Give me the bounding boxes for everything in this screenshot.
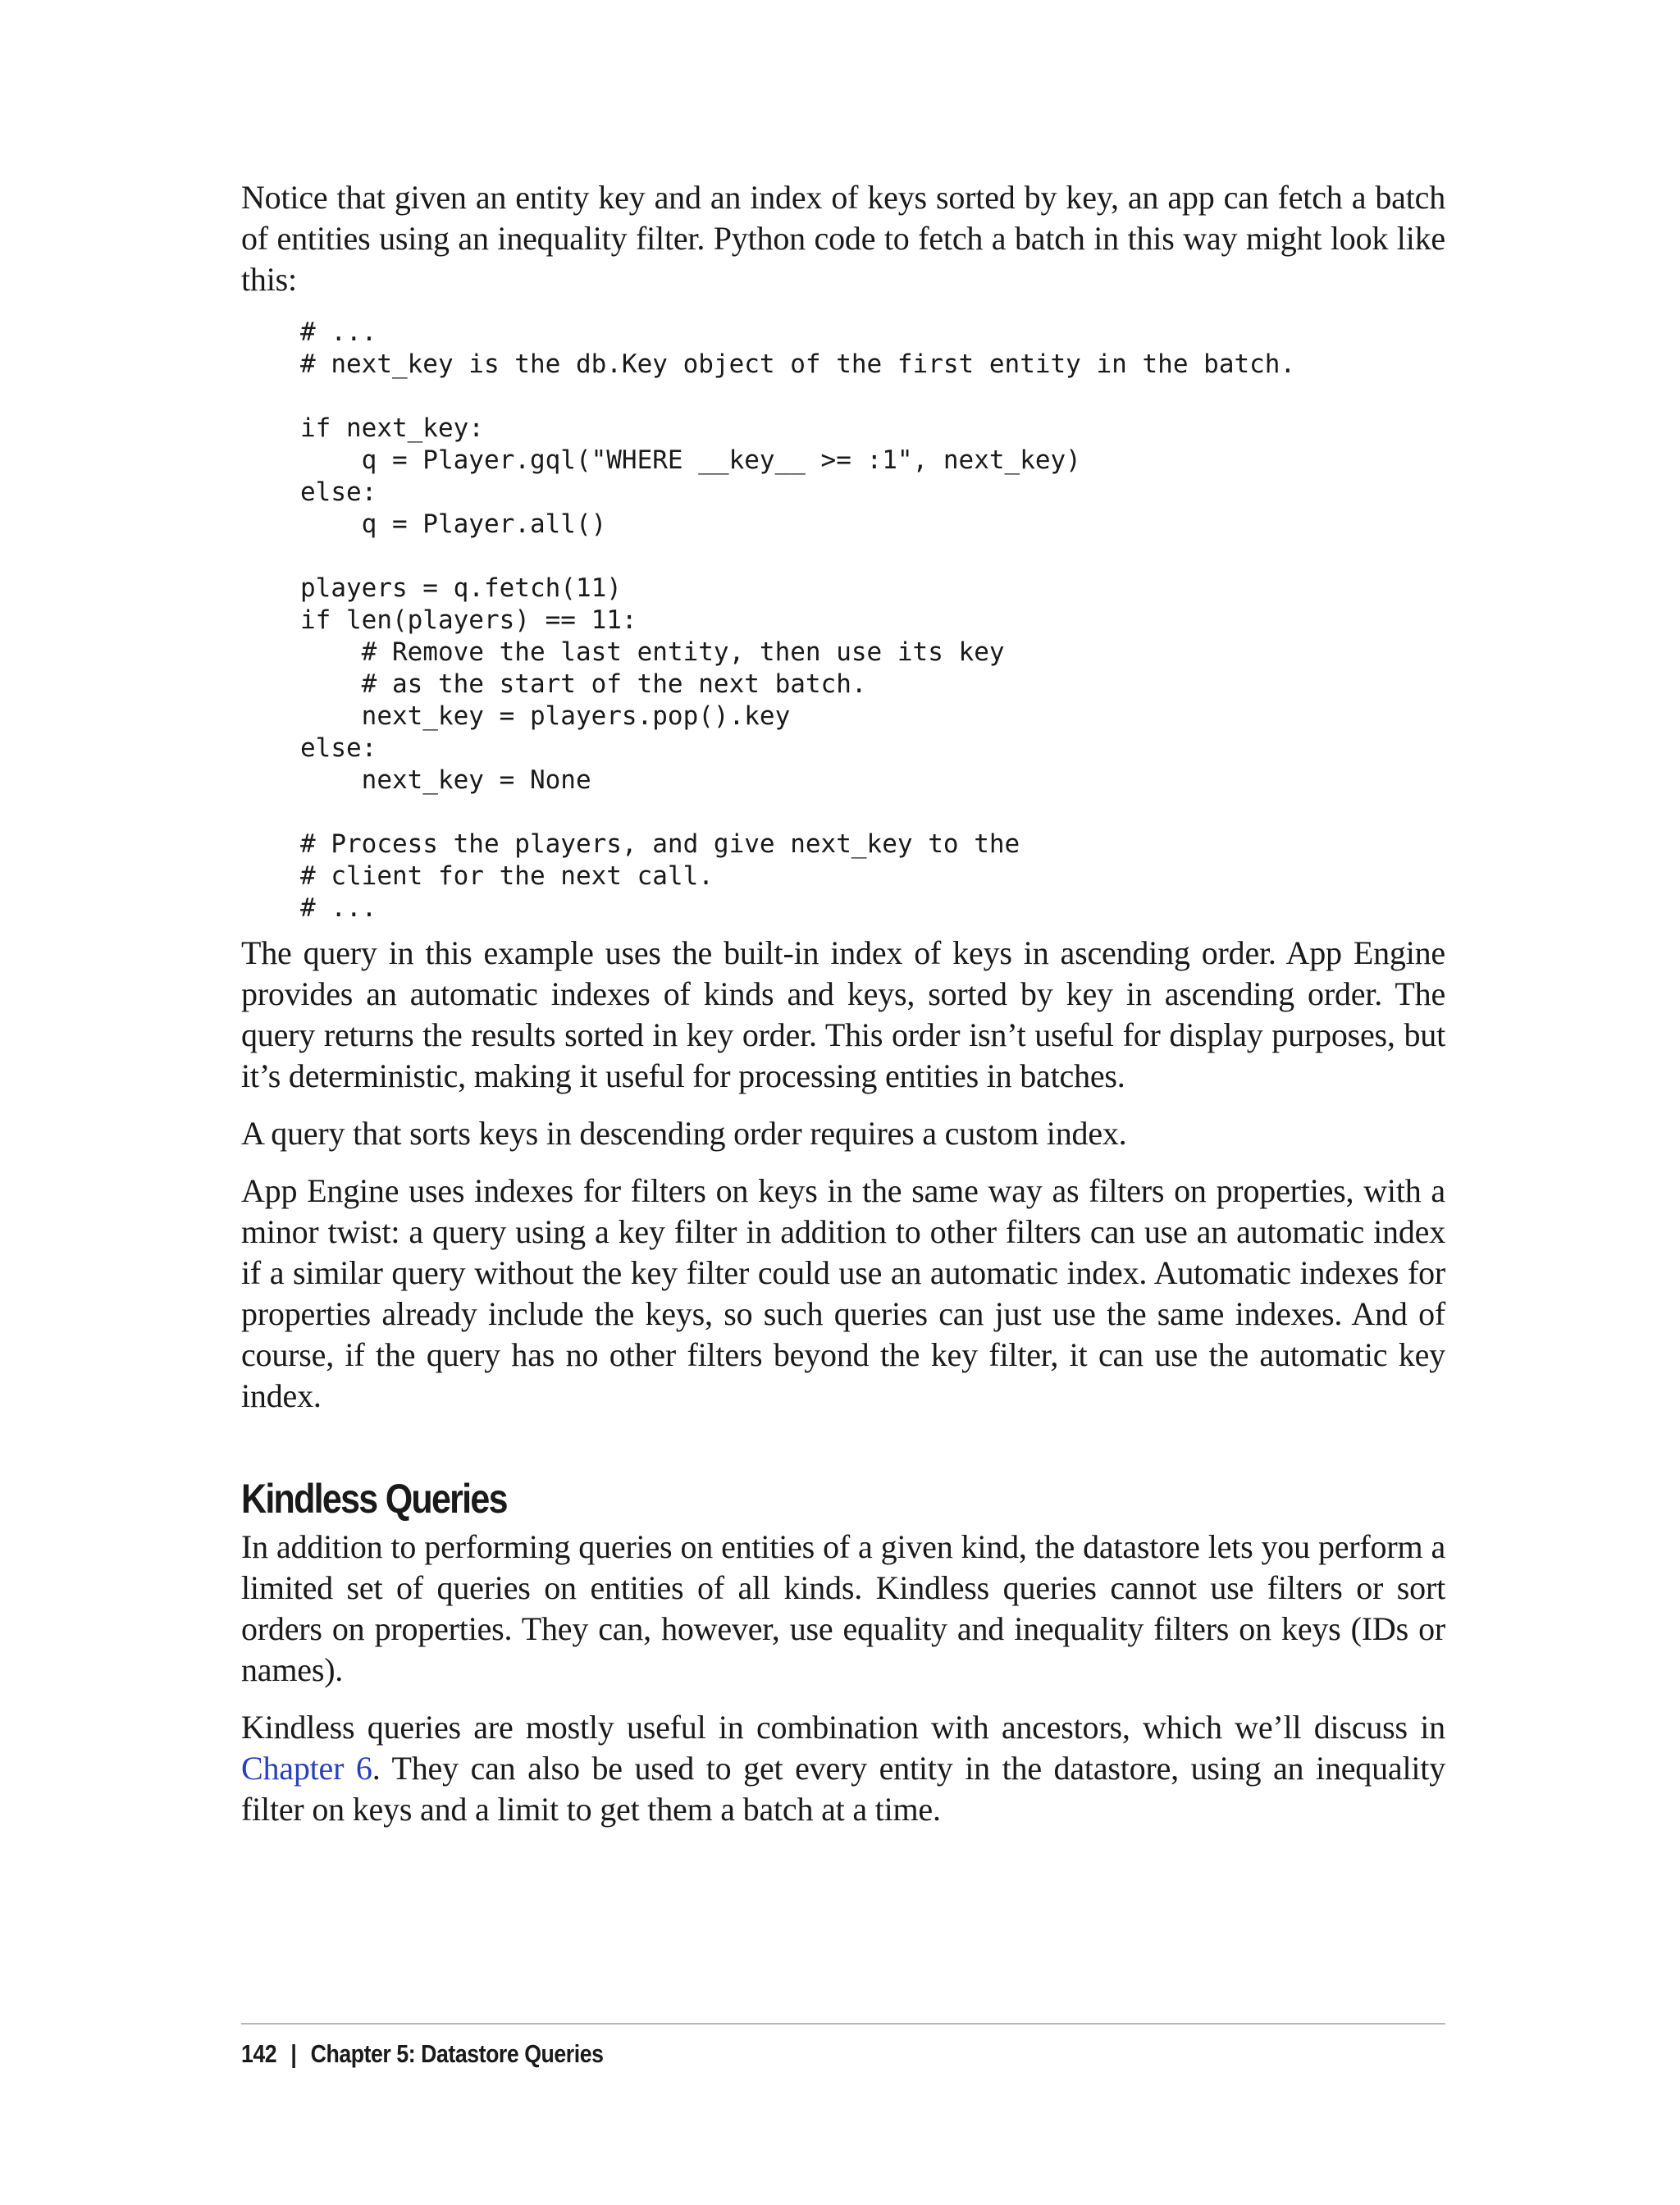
paragraph-key-filters: App Engine uses indexes for filters on keys in the same way as filters on properties, with a minor twist: a query using a key filter in addition to other filters can use an automatic index if a similar query without the key filter could use an automatic index. Automatic indexes for properties already include the keys, so such queries can just use the same indexes. And of course, if the query has no other filters beyond the key filter, it can use the automatic key index.	[241, 1172, 1445, 1414]
code-line: q = Player.all()	[300, 509, 607, 539]
paragraph-descending: A query that sorts keys in descending order requires a custom index.	[241, 1115, 1127, 1152]
chapter-6-link[interactable]: Chapter 6	[241, 1750, 372, 1787]
code-line: else:	[300, 477, 377, 507]
paragraph-kindless-usage	[241, 1707, 1445, 1830]
footer-chapter-title: Chapter 5: Datastore Queries	[310, 2039, 604, 2068]
section-heading: Kindless Queries	[241, 1476, 507, 1522]
code-line: next_key = None	[300, 765, 591, 795]
code-line: # Remove the last entity, then use its key	[300, 637, 1005, 667]
page-footer	[241, 2023, 1445, 2069]
page-number: 142	[241, 2039, 277, 2068]
code-line: else:	[300, 733, 377, 763]
code-line	[300, 541, 1445, 573]
footer-line	[241, 2039, 1276, 2069]
code-line: if len(players) == 11:	[300, 605, 637, 635]
code-line: if next_key:	[300, 413, 484, 443]
code-line: # Process the players, and give next_key to the	[300, 829, 1020, 859]
code-line: q = Player.gql("WHERE __key__ >= :1", next_key)	[300, 445, 1081, 475]
code-line: # next_key is the db.Key object of the first entity in the batch.	[300, 349, 1296, 379]
paragraph-kindless-intro: In addition to performing queries on entities of a given kind, the datastore lets you perform a limited set of queries on entities of all kinds. Kindless queries cannot use filters or sort orders on properties. They can, however, use equality and inequality filters on keys (IDs or names).	[241, 1528, 1445, 1688]
code-block	[300, 317, 1445, 924]
page-body	[241, 177, 1445, 1847]
code-line: # ...	[300, 893, 377, 923]
paragraph-text: Kindless queries are mostly useful in combination with ancestors, which we’ll discuss in	[241, 1709, 1445, 1746]
code-line	[300, 381, 1445, 413]
code-line: next_key = players.pop().key	[300, 701, 791, 731]
code-line: # as the start of the next batch.	[300, 669, 867, 699]
footer-separator: |	[290, 2039, 297, 2068]
paragraph-builtin-index: The query in this example uses the built-in index of keys in ascending order. App Engine provides an automatic indexes of kinds and keys, sorted by key in ascending order. The query returns the results sorted in key order. This order isn’t useful for display purposes, but it’s deterministic, making it useful for processing entities in batches.	[241, 934, 1445, 1094]
code-line	[300, 797, 1445, 829]
paragraph-text: . They can also be used to get every entity in the datastore, using an inequality filter on keys and a limit to get them a batch at a time.	[241, 1750, 1445, 1828]
paragraph-intro: Notice that given an entity key and an index of keys sorted by key, an app can fetch a batch of entities using an inequality filter. Python code to fetch a batch in this way might look like this:	[241, 179, 1445, 298]
code-line: players = q.fetch(11)	[300, 573, 622, 603]
footer-divider	[241, 2023, 1445, 2025]
code-line: # ...	[300, 317, 377, 347]
code-line: # client for the next call.	[300, 861, 714, 891]
